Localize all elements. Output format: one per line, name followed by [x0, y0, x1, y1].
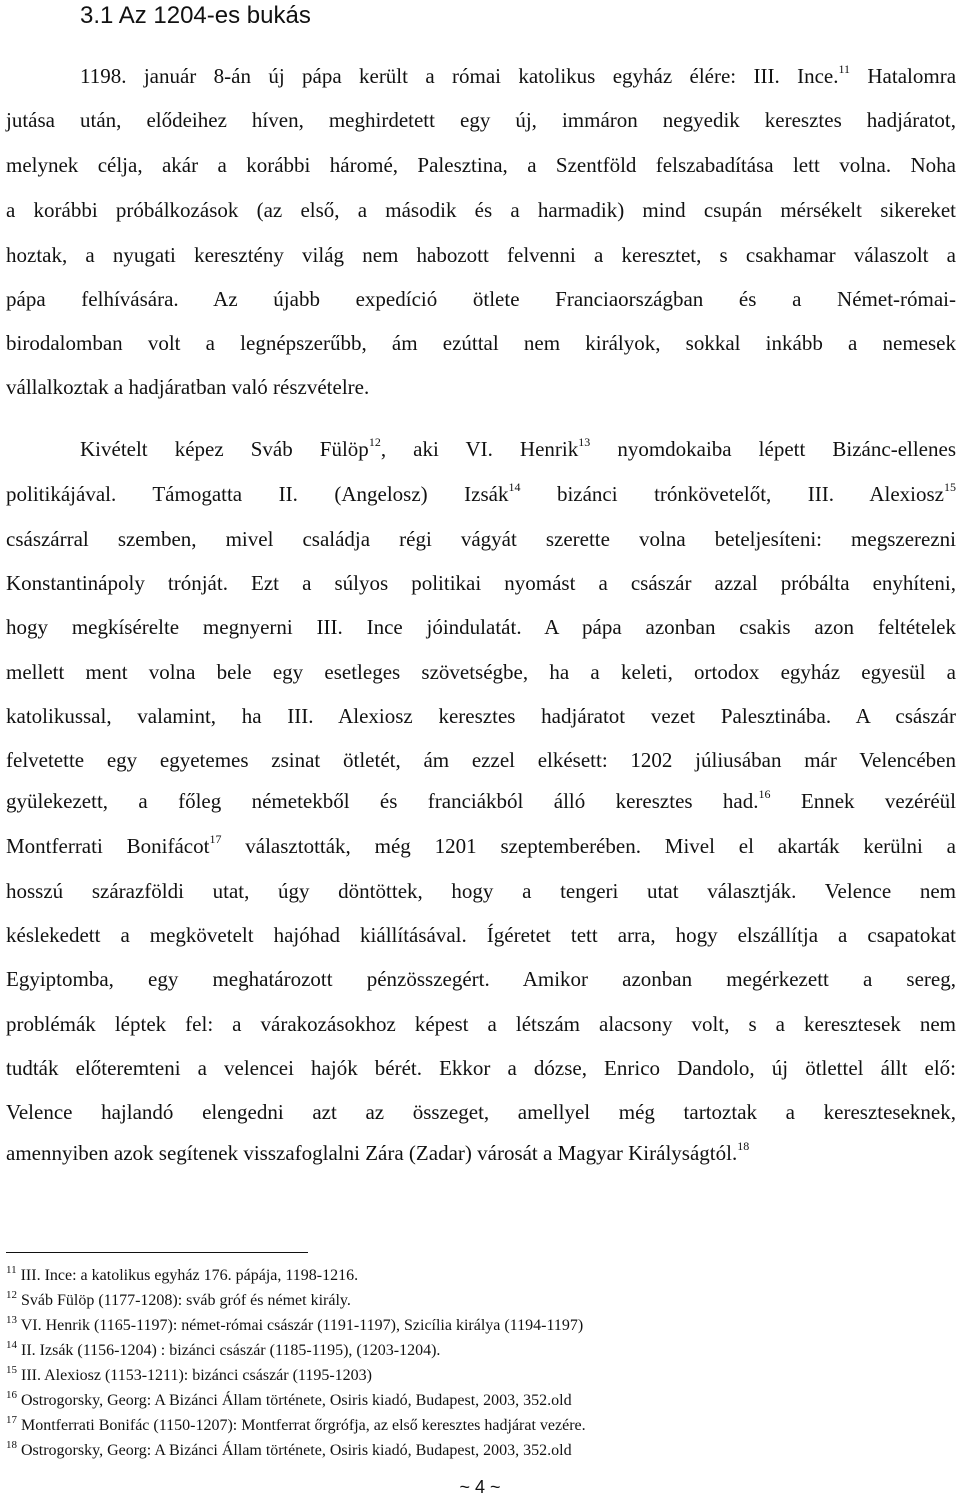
body-line: problémák léptek fel: a várakozásokhoz képest a létszám alacsony volt, s a keresztesek nem — [6, 1012, 956, 1036]
footnote-number: 14 — [6, 1339, 17, 1351]
footnote-ref[interactable]: 12 — [368, 435, 381, 449]
body-line: a korábbi próbálkozások (az első, a második és a harmadik) mind csupán mérsékelt sikereket — [6, 198, 956, 222]
footnote: $^{18}$ Ostrogorsky, Georg: A Bizánci Állam története, Osiris kiadó, Budapest, 2003, 352.old — [6, 1439, 572, 1459]
footnote-number: 12 — [6, 1289, 17, 1301]
body-line: katolikussal, valamint, ha III. Alexiosz keresztes hadjáratot vezet Palesztinába. A császár — [6, 704, 956, 728]
body-line: Montferrati Bonifácot$^{17}$ választották, még 1201 szeptemberében. Mivel el akarták kerülni a — [6, 832, 956, 858]
footnote-ref[interactable]: 14 — [508, 480, 521, 494]
body-line: vállalkoztak a hadjáratban való részvételre. — [6, 375, 370, 399]
footnote-number: 17 — [6, 1414, 17, 1426]
footnote-ref[interactable]: 18 — [737, 1139, 750, 1153]
body-line: császárral szemben, mivel családja régi vágyát szerette volna beteljesíteni: megszerezni — [6, 527, 956, 551]
body-line: melynek célja, akár a korábbi háromé, Palesztina, a Szentföld felszabadítása lett volna. Noha — [6, 153, 956, 177]
footnote-number: 18 — [6, 1439, 17, 1451]
section-heading: 3.1 Az 1204-es bukás — [80, 2, 311, 29]
footnote-number: 13 — [6, 1314, 17, 1326]
body-line: hoztak, a nyugati keresztény világ nem habozott felvenni a keresztet, s csakhamar válaszolt a — [6, 243, 956, 267]
body-line: Egyiptomba, egy meghatározott pénzösszegért. Amikor azonban megérkezett a sereg, — [6, 967, 956, 991]
body-line: mellett ment volna bele egy esetleges szövetségbe, ha a keleti, ortodox egyház egyesül a — [6, 660, 956, 684]
footnote-ref[interactable]: 17 — [209, 832, 222, 846]
footnote: $^{11}$ III. Ince: a katolikus egyház 176. pápája, 1198-1216. — [6, 1264, 359, 1284]
body-line: 1198. január 8-án új pápa került a római katolikus egyház élére: III. Ince.$^{11}$ Hatalomra — [80, 62, 957, 88]
body-line: politikájával. Támogatta II. (Angelosz) Izsák$^{14}$ bizánci trónkövetelőt, III. Alexiosz$^{15}$ — [6, 480, 956, 506]
body-line: amennyiben azok segítenek visszafoglalni Zára (Zadar) városát a Magyar Királyságtól.$^{18}$ — [6, 1139, 750, 1165]
body-line: tudták előteremteni a velencei hajók bérét. Ekkor a dózse, Enrico Dandolo, új ötlettel állt elő: — [6, 1056, 956, 1080]
footnote-number: 16 — [6, 1389, 17, 1401]
footnote: $^{15}$ III. Alexiosz (1153-1211): bizánci császár (1195-1203) — [6, 1364, 372, 1384]
footnote-ref[interactable]: 11 — [838, 62, 851, 76]
body-line: Konstantinápoly trónját. Ezt a súlyos politikai nyomást a császár azzal próbálta enyhíteni, — [6, 571, 956, 595]
body-line: gyülekezett, a főleg németekből és franciákból álló keresztes had.$^{16}$ Ennek vezéréül — [6, 787, 956, 813]
body-line: késlekedett a megkövetelt hajóhad kiállításával. Ígéretet tett arra, hogy elszállítja a csapatokat — [6, 923, 956, 947]
footnote-ref[interactable]: 13 — [578, 435, 591, 449]
body-line: pápa felhívására. Az újabb expedíció ötlete Franciaországban és a Német-római- — [6, 287, 956, 311]
footnote: $^{12}$ Sváb Fülöp (1177-1208): sváb gróf és német király. — [6, 1289, 351, 1309]
page-number: ~ 4 ~ — [459, 1477, 501, 1497]
footnote-number: 11 — [6, 1264, 17, 1276]
body-line: hogy megkísérelte megnyerni III. Ince jóindulatát. A pápa azonban csakis azon feltételek — [6, 615, 956, 639]
body-line: hosszú szárazföldi utat, úgy döntöttek, hogy a tengeri utat választják. Velence nem — [6, 879, 956, 903]
footnote-number: 15 — [6, 1364, 17, 1376]
footnote: $^{14}$ II. Izsák (1156-1204) : bizánci császár (1185-1195), (1203-1204). — [6, 1339, 441, 1359]
body-line: felvetette egy egyetemes zsinat ötletét, ám ezzel elkésett: 1202 júliusában már Velencében — [6, 748, 956, 772]
footnote-divider — [6, 1252, 308, 1253]
body-line: birodalomban volt a legnépszerűbb, ám ezúttal nem királyok, sokkal inkább a nemesek — [6, 331, 956, 355]
footnote: $^{13}$ VI. Henrik (1165-1197): német-római császár (1191-1197), Szicília királya (1194-1197) — [6, 1314, 584, 1334]
footnote: $^{16}$ Ostrogorsky, Georg: A Bizánci Állam története, Osiris kiadó, Budapest, 2003, 352.old — [6, 1389, 572, 1409]
footnote-ref[interactable]: 16 — [758, 787, 771, 801]
body-line: Velence hajlandó elengedni azt az összeget, amellyel még tartoztak a kereszteseknek, — [6, 1100, 956, 1124]
body-line: jutása után, elődeihez híven, meghirdetett egy új, immáron negyedik keresztes hadjáratot, — [6, 108, 956, 132]
footnote-ref[interactable]: 15 — [944, 480, 956, 494]
body-line: Kivételt képez Sváb Fülöp$^{12}$, aki VI. Henrik$^{13}$ nyomdokaiba lépett Bizánc-ellenes — [80, 435, 956, 461]
footnote: $^{17}$ Montferrati Bonifác (1150-1207): Montferrat őrgrófja, az első keresztes hadjárat vezére. — [6, 1414, 586, 1434]
